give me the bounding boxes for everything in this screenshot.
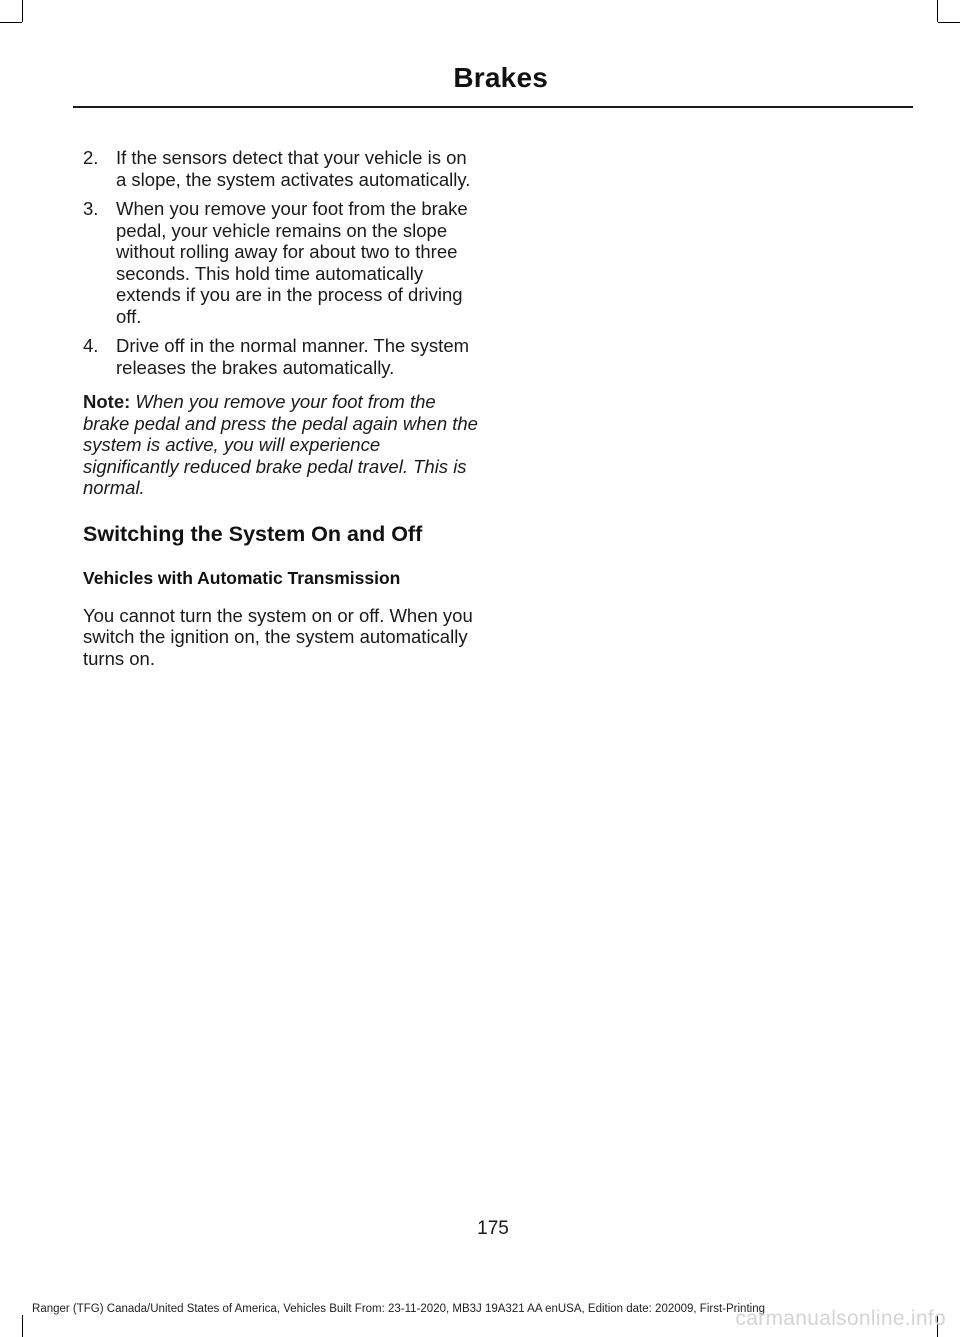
header-divider	[73, 106, 913, 108]
crop-mark	[22, 0, 23, 22]
step-text: If the sensors detect that your vehicle is on a slope, the system activates automatically.	[116, 147, 471, 190]
step-number: 3.	[83, 198, 99, 219]
note-label: Note:	[83, 391, 131, 412]
crop-mark	[0, 22, 22, 23]
crop-mark	[937, 0, 938, 22]
step-number: 2.	[83, 147, 99, 168]
list-item	[83, 335, 478, 378]
note	[83, 391, 478, 499]
step-number: 4.	[83, 335, 99, 356]
footer-text: Ranger (TFG) Canada/United States of America, Vehicles Built From: 23-11-2020, MB3J 19A321 AA enUSA, Edition date: 202009, First-Printing	[32, 1303, 765, 1315]
page-number: 175	[477, 1218, 509, 1239]
section-heading: Switching the System On and Off	[83, 521, 423, 546]
note-text: When you remove your foot from the brake pedal and press the pedal again when the system is active, you will experience significantly reduced brake pedal travel. This is normal.	[83, 391, 478, 498]
section-subheading: Vehicles with Automatic Transmission	[83, 567, 401, 588]
page-title: Brakes	[453, 62, 548, 93]
crop-mark	[938, 22, 960, 23]
crop-mark	[22, 1315, 23, 1337]
steps-list	[83, 147, 478, 378]
section-paragraph: You cannot turn the system on or off. When you switch the ignition on, the system automatically turns on.	[83, 604, 473, 669]
step-text: Drive off in the normal manner. The system releases the brakes automatically.	[116, 335, 470, 378]
watermark: carmanualsonline.info	[735, 1307, 946, 1330]
list-item	[83, 198, 478, 327]
step-text: When you remove your foot from the brake pedal, your vehicle remains on the slope without rolling away for about two to three seconds. This hold time automatically extends if you are in the process of driving off.	[116, 198, 468, 327]
list-item	[83, 147, 478, 190]
main-content	[83, 147, 478, 669]
